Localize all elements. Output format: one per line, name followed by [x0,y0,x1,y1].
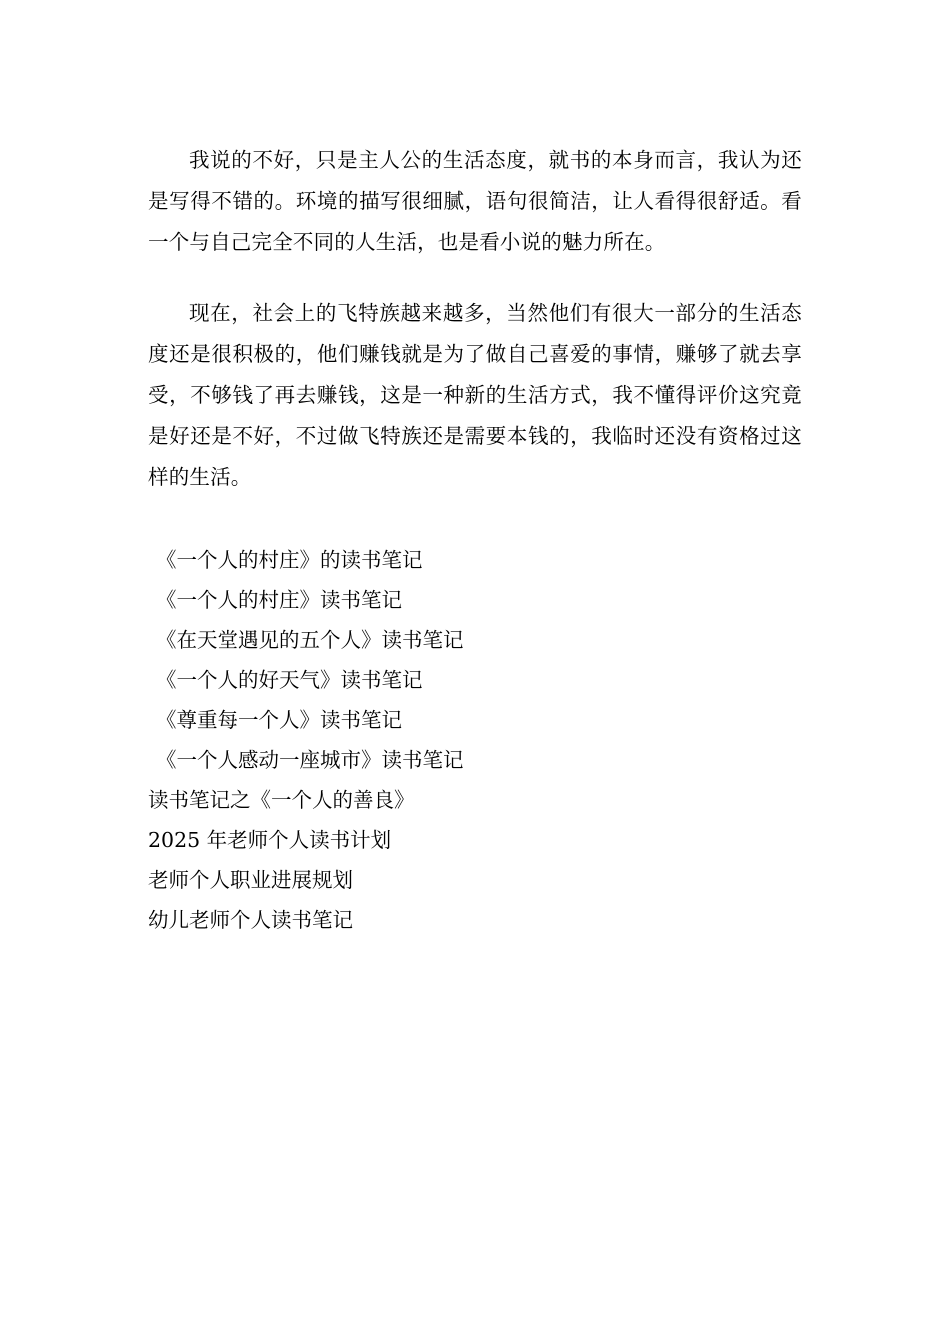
document-body [148,140,802,498]
list-item: 老师个人职业进展规划 [148,868,353,892]
list-item: 《一个人的好天气》读书笔记 [156,668,423,692]
list-item: 《尊重每一个人》读书笔记 [156,708,402,732]
list-item: 2025 年老师个人读书计划 [148,828,392,852]
list-item: 《一个人的村庄》读书笔记 [156,588,402,612]
list-item: 读书笔记之《一个人的善良》 [148,788,415,812]
related-articles-list [148,540,802,940]
paragraph-2: 现在，社会上的飞特族越来越多，当然他们有很大一部分的生活态度还是很积极的，他们赚钱就是为了做自己喜爱的事情，赚够了就去享受，不够钱了再去赚钱，这是一种新的生活方式，我不懂得评价这究竟是好还是不好，不过做飞特族还是需要本钱的，我临时还没有资格过这样的生活。 [148,301,802,489]
list-item: 幼儿老师个人读书笔记 [148,908,353,932]
list-item: 《一个人感动一座城市》读书笔记 [156,748,464,772]
paragraph-1: 我说的不好，只是主人公的生活态度，就书的本身而言，我认为还是写得不错的。环境的描写很细腻，语句很简洁，让人看得很舒适。看一个与自己完全不同的人生活，也是看小说的魅力所在。 [148,148,802,254]
list-item: 《一个人的村庄》的读书笔记 [156,548,423,572]
list-item: 《在天堂遇见的五个人》读书笔记 [156,628,464,652]
